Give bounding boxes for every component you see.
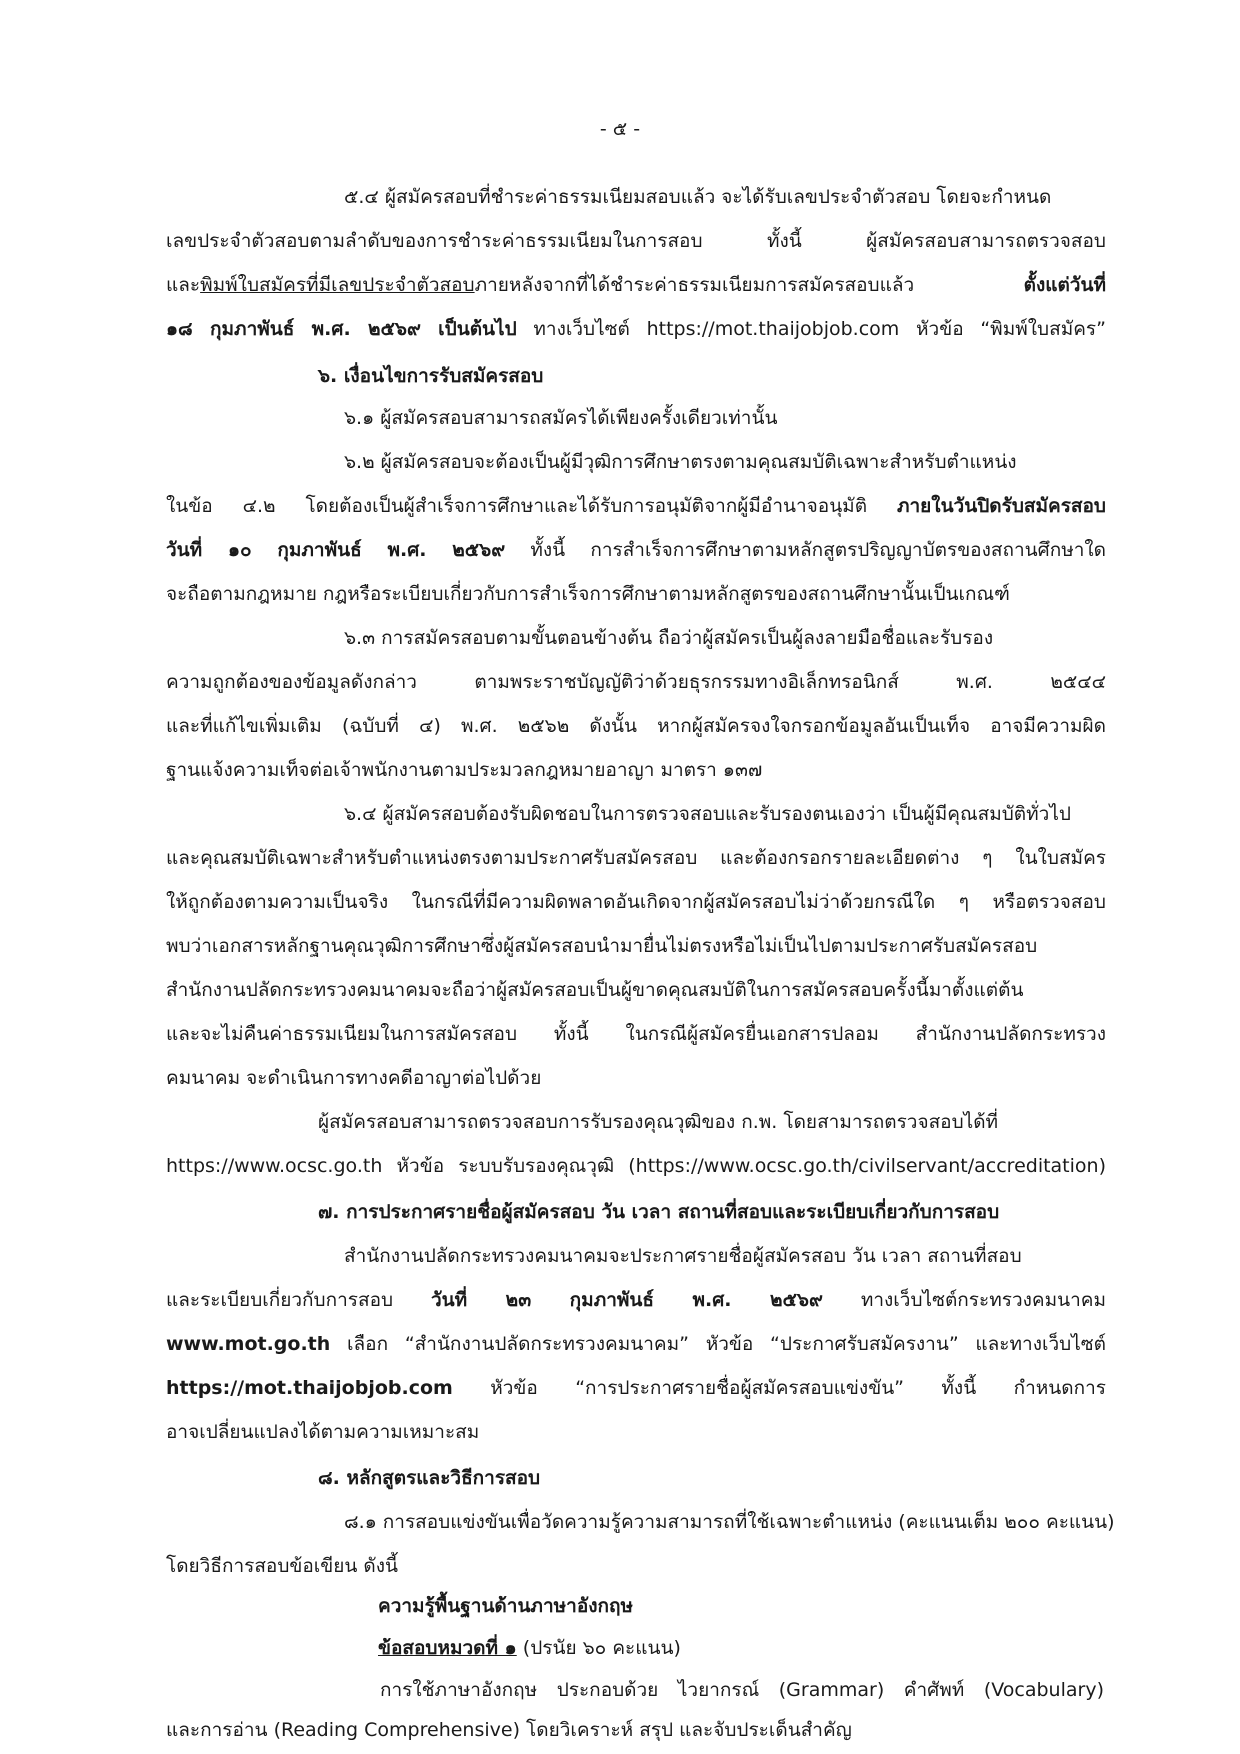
print-website-text: ทางเว็บไซต์ https://mot.thaijobjob.com หัวข้อ “พิมพ์ใบสมัคร” xyxy=(533,318,1106,340)
sec8-1-line1: ๘.๑ การสอบแข่งขันเพื่อวัดความรู้ความสามารถที่ใช้เฉพาะตำแหน่ง (คะแนนเต็ม ๒๐๐ คะแนน) xyxy=(344,1511,1115,1533)
sec6-1: ๖.๑ ผู้สมัครสอบสามารถสมัครได้เพียงครั้งเดียวเท่านั้น xyxy=(344,407,778,429)
english-subheading: ความรู้พื้นฐานด้านภาษาอังกฤษ xyxy=(378,1595,634,1617)
sec6-3-line2: ความถูกต้องของข้อมูลดังกล่าว ตามพระราชบัญญัติว่าด้วยธุรกรรมทางอิเล็กทรอนิกส์ พ.ศ. ๒๕๔๔ xyxy=(166,671,1106,693)
sec7-line2 xyxy=(166,1291,1106,1310)
sec7-line3 xyxy=(166,1335,1106,1354)
sec7-text4: หัวข้อ “การประกาศรายชื่อผู้สมัครสอบแข่งขัน” ทั้งนี้ กำหนดการ xyxy=(490,1377,1106,1399)
sec6-2-line1: ๖.๒ ผู้สมัครสอบจะต้องเป็นผู้มีวุฒิการศึกษาตรงตามคุณสมบัติเฉพาะสำหรับตำแหน่ง xyxy=(344,451,1017,473)
sec6-5-line2: https://www.ocsc.go.th หัวข้อ ระบบรับรองคุณวุฒิ (https://www.ocsc.go.th/civilservant/accreditation) xyxy=(166,1155,1106,1177)
sec7-line5: อาจเปลี่ยนแปลงได้ตามความเหมาะสม xyxy=(166,1421,480,1443)
closing-date: วันที่ ๑๐ กุมภาพันธ์ พ.ศ. ๒๕๖๙ xyxy=(166,539,506,561)
sec7-text3: เลือก “สำนักงานปลัดกระทรวงคมนาคม” หัวข้อ “ประกาศรับสมัครงาน” และทางเว็บไซต์ xyxy=(347,1333,1106,1355)
sec6-3-line1: ๖.๓ การสมัครสอบตามขั้นตอนข้างต้น ถือว่าผู้สมัครเป็นผู้ลงลายมือชื่อและรับรอง xyxy=(344,627,994,649)
sec6-4-line4: พบว่าเอกสารหลักฐานคุณวุฒิการศึกษาซึ่งผู้สมัครสอบนำมายื่นไม่ตรงหรือไม่เป็นไปตามประกาศรับสมัครสอบ xyxy=(166,935,1038,957)
sec5-4-line2: เลขประจำตัวสอบตามลำดับของการชำระค่าธรรมเนียมในการสอบ ทั้งนี้ ผู้สมัครสอบสามารถตรวจสอบ xyxy=(166,230,1106,252)
sec6-2-text2: ทั้งนี้ การสำเร็จการศึกษาตามหลักสูตรปริญญาบัตรของสถานศึกษาใด xyxy=(530,539,1107,561)
start-date-label: ตั้งแต่วันที่ xyxy=(1023,274,1106,296)
sec8-1-line2: โดยวิธีการสอบข้อเขียน ดังนี้ xyxy=(166,1555,399,1577)
page-number: - ๕ - xyxy=(599,118,641,140)
english-desc-line2: และการอ่าน (Reading Comprehensive) โดยวิเคราะห์ สรุป และจับประเด็นสำคัญ xyxy=(166,1719,852,1741)
sec6-4-line7: คมนาคม จะดำเนินการทางคดีอาญาต่อไปด้วย xyxy=(166,1067,542,1089)
english-desc-line1: การใช้ภาษาอังกฤษ ประกอบด้วย ไวยากรณ์ (Grammar) คำศัพท์ (Vocabulary) xyxy=(380,1679,1104,1701)
closing-date-label: ภายในวันปิดรับสมัครสอบ xyxy=(896,495,1106,517)
mot-website: www.mot.go.th xyxy=(166,1333,331,1355)
sec5-4-line4 xyxy=(166,320,1106,339)
thaijobjob-website: https://mot.thaijobjob.com xyxy=(166,1377,453,1399)
sec6-4-line1: ๖.๔ ผู้สมัครสอบต้องรับผิดชอบในการตรวจสอบและรับรองตนเองว่า เป็นผู้มีคุณสมบัติทั่วไป xyxy=(344,803,1071,825)
sec6-3-line3: และที่แก้ไขเพิ่มเติม (ฉบับที่ ๔) พ.ศ. ๒๕๖๒ ดังนั้น หากผู้สมัครจงใจกรอกข้อมูลอันเป็นเท็จ อาจมีความผิด xyxy=(166,715,1106,737)
exam-part-score: (ปรนัย ๖๐ คะแนน) xyxy=(522,1637,681,1659)
sec6-2-line3 xyxy=(166,541,1106,560)
sec6-3-line4: ฐานแจ้งความเท็จต่อเจ้าพนักงานตามประมวลกฎหมายอาญา มาตรา ๑๓๗ xyxy=(166,759,763,781)
text-after-fee: ภายหลังจากที่ได้ชำระค่าธรรมเนียมการสมัครสอบแล้ว xyxy=(474,274,915,296)
sec6-2-text: ในข้อ ๔.๒ โดยต้องเป็นผู้สำเร็จการศึกษาและได้รับการอนุมัติจากผู้มีอำนาจอนุมัติ xyxy=(166,495,868,517)
sec6-4-line2: และคุณสมบัติเฉพาะสำหรับตำแหน่งตรงตามประกาศรับสมัครสอบ และต้องกรอกรายละเอียดต่าง ๆ ในใบสมัคร xyxy=(166,847,1106,869)
announce-date: วันที่ ๒๓ กุมภาพันธ์ พ.ศ. ๒๕๖๙ xyxy=(431,1289,823,1311)
start-date: ๑๘ กุมภาพันธ์ พ.ศ. ๒๕๖๙ เป็นต้นไป xyxy=(166,318,517,340)
sec6-heading: ๖. เงื่อนไขการรับสมัครสอบ xyxy=(318,365,544,387)
sec7-line1: สำนักงานปลัดกระทรวงคมนาคมจะประกาศรายชื่อผู้สมัครสอบ วัน เวลา สถานที่สอบ xyxy=(344,1245,1022,1267)
sec5-4-line3 xyxy=(166,276,1106,295)
sec7-line4 xyxy=(166,1379,1106,1398)
sec8-heading: ๘. หลักสูตรและวิธีการสอบ xyxy=(318,1467,541,1489)
sec6-4-line3: ให้ถูกต้องตามความเป็นจริง ในกรณีที่มีความผิดพลาดอันเกิดจากผู้สมัครสอบไม่ว่าด้วยกรณีใด ๆ หรือตรวจสอบ xyxy=(166,891,1106,913)
sec5-4-line1: ๕.๔ ผู้สมัครสอบที่ชำระค่าธรรมเนียมสอบแล้ว จะได้รับเลขประจำตัวสอบ โดยจะกำหนด xyxy=(344,186,1052,208)
text-and: และ xyxy=(166,274,201,296)
sec6-2-line4: จะถือตามกฎหมาย กฎหรือระเบียบเกี่ยวกับการสำเร็จการศึกษาตามหลักสูตรของสถานศึกษานั้นเป็นเกณฑ์ xyxy=(166,583,1010,605)
exam-part-label: ข้อสอบหมวดที่ ๑ xyxy=(378,1637,517,1659)
exam-part-1 xyxy=(378,1639,681,1658)
sec6-4-line5: สำนักงานปลัดกระทรวงคมนาคมจะถือว่าผู้สมัครสอบเป็นผู้ขาดคุณสมบัติในการสมัครสอบครั้งนี้มาตั้งแต่ต้น xyxy=(166,979,1024,1001)
sec7-text2: ทางเว็บไซต์กระทรวงคมนาคม xyxy=(860,1289,1107,1311)
print-application-phrase: พิมพ์ใบสมัครที่มีเลขประจำตัวสอบ xyxy=(200,274,475,296)
sec6-4-line6: และจะไม่คืนค่าธรรมเนียมในการสมัครสอบ ทั้งนี้ ในกรณีผู้สมัครยื่นเอกสารปลอม สำนักงานปลัดกระทรวง xyxy=(166,1023,1106,1045)
sec6-5-line1: ผู้สมัครสอบสามารถตรวจสอบการรับรองคุณวุฒิของ ก.พ. โดยสามารถตรวจสอบได้ที่ xyxy=(318,1111,999,1133)
sec7-text: และระเบียบเกี่ยวกับการสอบ xyxy=(166,1289,394,1311)
sec6-2-line2 xyxy=(166,497,1106,516)
sec7-heading: ๗. การประกาศรายชื่อผู้สมัครสอบ วัน เวลา สถานที่สอบและระเบียบเกี่ยวกับการสอบ xyxy=(318,1201,1000,1223)
